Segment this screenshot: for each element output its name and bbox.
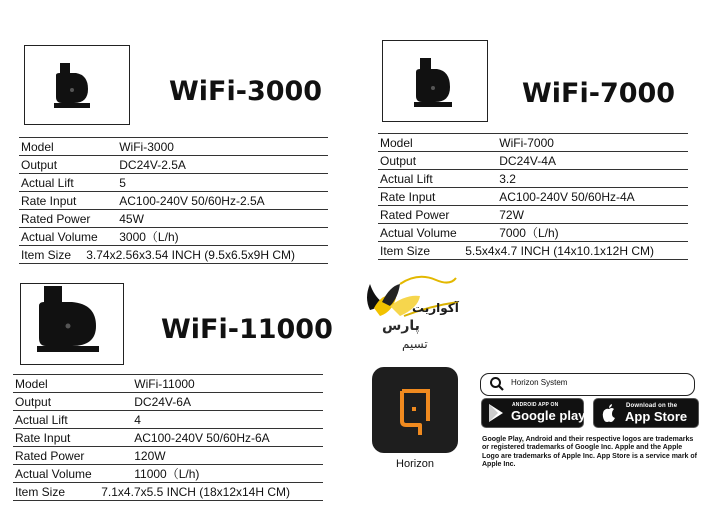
spec-row (378, 206, 688, 224)
wifi3000-title: WiFi-3000 (169, 76, 323, 107)
google-play-icon (487, 403, 505, 423)
search-icon (489, 376, 505, 392)
spec-label: Rated Power (13, 447, 134, 465)
spec-label: Rate Input (378, 188, 499, 206)
spec-value: 72W (499, 206, 688, 224)
spec-value: DC24V-2.5A (119, 156, 328, 174)
spec-label: Item Size (13, 483, 134, 501)
apple-icon (600, 403, 618, 423)
spec-row (19, 246, 328, 264)
search-text: Horizon System (511, 378, 568, 387)
spec-row (19, 156, 328, 174)
wifi11000-spec-table (13, 374, 323, 501)
spec-value: WiFi-7000 (499, 134, 688, 152)
spec-row (13, 465, 323, 483)
spec-row (19, 228, 328, 246)
spec-value: DC24V-6A (134, 393, 323, 411)
spec-value: WiFi-3000 (119, 138, 328, 156)
spec-label: Output (378, 152, 499, 170)
spec-label: Actual Volume (378, 224, 499, 242)
spec-value: 5 (119, 174, 328, 192)
spec-label: Rated Power (19, 210, 119, 228)
spec-label: Rate Input (19, 192, 119, 210)
spec-row (378, 170, 688, 188)
wifi7000-pump-image (410, 56, 456, 110)
spec-row (19, 138, 328, 156)
spec-row (19, 210, 328, 228)
spec-row (378, 188, 688, 206)
spec-row (378, 134, 688, 152)
spec-row (378, 152, 688, 170)
wifi3000-pump-image (50, 61, 94, 111)
google-play-badge[interactable] (481, 398, 584, 428)
spec-label: Model (13, 375, 134, 393)
spec-label: Actual Lift (378, 170, 499, 188)
horizon-app-label: Horizon (396, 458, 434, 470)
app-store-small: Download on the (626, 403, 678, 409)
spec-label: Item Size (378, 242, 499, 260)
spec-row (19, 174, 328, 192)
app-store-label: App Store (625, 409, 688, 424)
wifi7000-title: WiFi-7000 (522, 78, 676, 109)
spec-value: 5.5x4x4.7 INCH (14x10.1x12H CM) (465, 243, 654, 258)
google-play-label: Google play (511, 408, 586, 423)
spec-label: Actual Volume (13, 465, 134, 483)
spec-row (19, 192, 328, 210)
wifi3000-spec-table (19, 137, 328, 264)
spec-row (13, 429, 323, 447)
spec-label: Item Size (19, 246, 119, 264)
spec-value: AC100-240V 50/60Hz-2.5A (119, 192, 328, 210)
wifi11000-title: WiFi-11000 (161, 314, 333, 345)
spec-label: Actual Lift (19, 174, 119, 192)
app-search-field[interactable] (480, 373, 695, 396)
spec-label: Model (378, 134, 499, 152)
aquarium-logo-watermark (360, 272, 464, 364)
spec-label: Actual Lift (13, 411, 134, 429)
spec-value: AC100-240V 50/60Hz-6A (134, 429, 323, 447)
horizon-logo-icon (372, 367, 458, 453)
watermark-line3: تسیم (402, 337, 428, 351)
spec-label: Actual Volume (19, 228, 119, 246)
spec-value: 3000（L/h) (119, 228, 328, 246)
trademark-notice: Google Play, Android and their respective logos are trademarks or registered trademarks of Google Inc. Apple and the Apple Logo are trademarks of Apple Inc. App Store is a service mark of Apple Inc. (482, 436, 697, 468)
spec-value: 3.74x2.56x3.54 INCH (9.5x6.5x9H CM) (86, 247, 295, 262)
spec-value: 120W (134, 447, 323, 465)
spec-value: 7000（L/h) (499, 224, 688, 242)
spec-label: Output (13, 393, 134, 411)
spec-value: 3.2 (499, 170, 688, 188)
spec-value: AC100-240V 50/60Hz-4A (499, 188, 688, 206)
wifi7000-spec-table (378, 133, 688, 260)
spec-row (13, 375, 323, 393)
spec-row (13, 483, 323, 501)
google-play-small: ANDROID APP ON (512, 402, 559, 408)
watermark-line1: آکواریت (412, 301, 459, 315)
spec-row (13, 393, 323, 411)
spec-label: Rated Power (378, 206, 499, 224)
spec-label: Model (19, 138, 119, 156)
spec-label: Output (19, 156, 119, 174)
app-store-badge[interactable] (593, 398, 699, 428)
horizon-app-icon[interactable] (372, 367, 458, 453)
spec-row (13, 411, 323, 429)
spec-row (378, 242, 688, 260)
wifi11000-pump-image (32, 284, 104, 356)
spec-value: 7.1x4.7x5.5 INCH (18x12x14H CM) (101, 484, 290, 499)
spec-value: 45W (119, 210, 328, 228)
spec-value: 11000（L/h) (134, 465, 323, 483)
spec-row (378, 224, 688, 242)
watermark-line2: پارس (382, 318, 420, 334)
spec-label: Rate Input (13, 429, 134, 447)
spec-row (13, 447, 323, 465)
spec-value: WiFi-11000 (134, 375, 323, 393)
spec-value: 4 (134, 411, 323, 429)
spec-value: DC24V-4A (499, 152, 688, 170)
